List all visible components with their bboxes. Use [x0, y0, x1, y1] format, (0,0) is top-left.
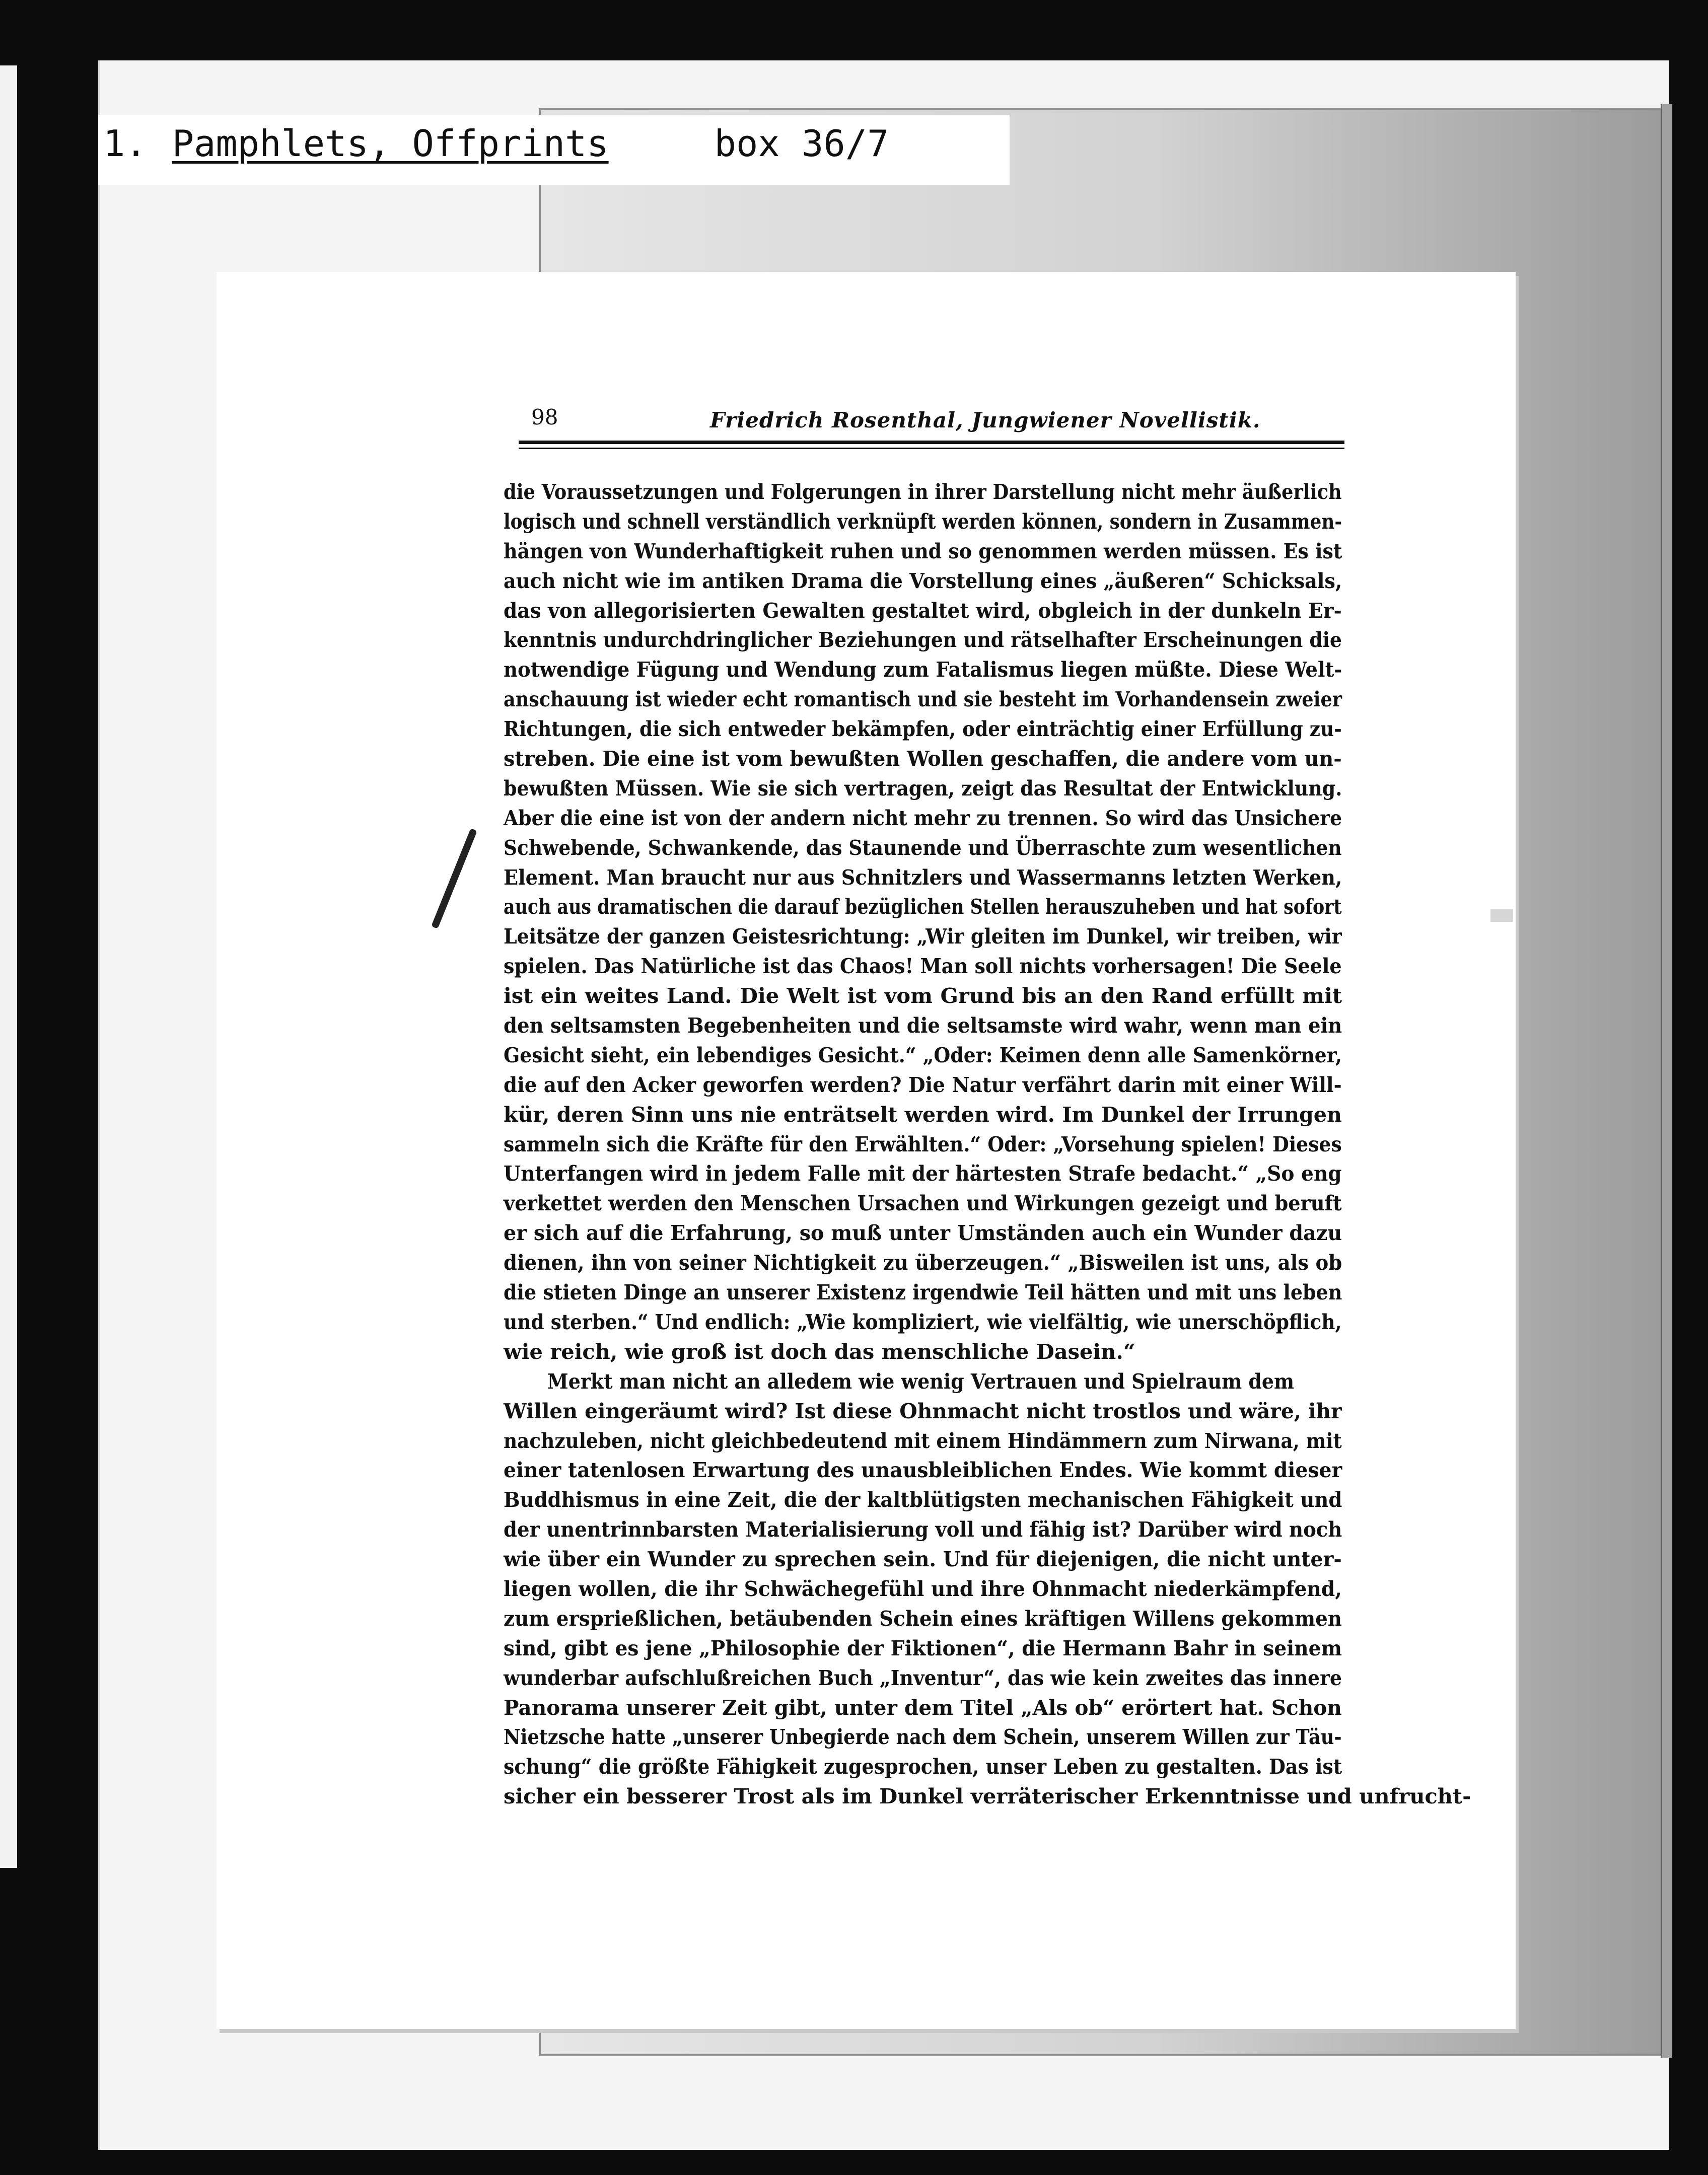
text-line: Aber die eine ist von der andern nicht mehr zu trennen. So wird das Unsichere: [504, 805, 1342, 830]
text-line: Richtungen, die sich entweder bekämpfen, oder einträchtig einer Erfüllung zu-: [504, 716, 1342, 742]
text-line: Merkt man nicht an alledem wie wenig Vertrauen und Spielraum dem: [547, 1368, 1295, 1394]
text-line: bewußten Müssen. Wie sie sich vertragen, zeigt das Resultat der Entwicklung.: [504, 775, 1342, 801]
text-line: Element. Man braucht nur aus Schnitzlers und Wassermanns letzten Werken,: [504, 864, 1342, 890]
text-line: schung“ die größte Fähigkeit zugesprochen, unser Leben zu gestalten. Das ist: [504, 1754, 1342, 1779]
header-rule-thick: [519, 441, 1344, 444]
text-line: sammeln sich die Kräfte für den Erwählten.“ Oder: „Vorsehung spielen! Dieses: [504, 1131, 1342, 1156]
text-line: die auf den Acker geworfen werden? Die Natur verfährt darin mit einer Will-: [504, 1072, 1342, 1097]
text-line: wie reich, wie groß ist doch das menschliche Dasein.“: [504, 1339, 1135, 1364]
text-line: anschauung ist wieder echt romantisch und sie besteht im Vorhandensein zweier: [504, 687, 1342, 712]
text-line: die stieten Dinge an unserer Existenz irgendwie Teil hätten und mit uns leben: [504, 1280, 1342, 1305]
body-text: [504, 477, 1471, 1811]
text-line: notwendige Fügung und Wendung zum Fatalismus liegen müßte. Diese Welt-: [504, 657, 1342, 682]
header-rule-thin: [519, 448, 1344, 449]
running-title: Friedrich Rosenthal, Jungwiener Novellistik.: [710, 408, 1261, 432]
text-line: einer tatenlosen Erwartung des unausbleiblichen Endes. Wie kommt dieser: [504, 1458, 1342, 1483]
text-line: verkettet werden den Menschen Ursachen und Wirkungen gezeigt und beruft: [504, 1191, 1342, 1216]
text-line: Schwebende, Schwankende, das Staunende und Überraschte zum wesentlichen: [504, 835, 1342, 860]
text-line: zum ersprießlichen, betäubenden Schein eines kräftigen Willens gekommen: [504, 1606, 1342, 1631]
text-line: Leitsätze der ganzen Geistesrichtung: „Wir gleiten im Dunkel, wir treiben, wir: [504, 924, 1342, 949]
text-line: Buddhismus in eine Zeit, die der kaltblütigsten mechanischen Fähigkeit und: [504, 1487, 1342, 1512]
text-line: dienen, ihn von seiner Nichtigkeit zu überzeugen.“ „Bisweilen ist uns, als ob: [504, 1250, 1342, 1275]
archive-label-number: 1.: [103, 122, 147, 165]
archive-label-box: box 36/7: [714, 122, 889, 165]
text-line: Nietzsche hatte „unserer Unbegierde nach dem Schein, unserem Willen zur Täu-: [504, 1724, 1342, 1750]
text-line: Panorama unserer Zeit gibt, unter dem Titel „Als ob“ erörtert hat. Schon: [504, 1695, 1342, 1720]
text-line: das von allegorisierten Gewalten gestaltet wird, obgleich in der dunkeln Er-: [504, 598, 1342, 623]
text-line: auch nicht wie im antiken Drama die Vorstellung eines „äußeren“ Schicksals,: [504, 568, 1342, 593]
text-line: kür, deren Sinn uns nie enträtselt werden wird. Im Dunkel der Irrungen: [504, 1102, 1342, 1127]
text-line: und sterben.“ Und endlich: „Wie kompliziert, wie vielfältig, wie unerschöpflich,: [504, 1309, 1342, 1334]
text-line: Unterfangen wird in jedem Falle mit der härtesten Strafe bedacht.“ „So eng: [504, 1161, 1342, 1186]
text-line: Willen eingeräumt wird? Ist diese Ohnmacht nicht trostlos und wäre, ihr: [504, 1398, 1342, 1423]
text-line: wie über ein Wunder zu sprechen sein. Und für diejenigen, die nicht unter-: [504, 1547, 1342, 1572]
text-line: der unentrinnbarsten Materialisierung voll und fähig ist? Darüber wird noch: [504, 1517, 1342, 1542]
running-header: [519, 403, 1344, 438]
page-tear: [1490, 909, 1513, 922]
text-line: ist ein weites Land. Die Welt ist vom Grund bis an den Rand erfüllt mit: [504, 983, 1342, 1008]
text-line: er sich auf die Erfahrung, so muß unter Umständen auch ein Wunder dazu: [504, 1220, 1342, 1246]
text-line: sind, gibt es jene „Philosophie der Fiktionen“, die Hermann Bahr in seinem: [504, 1635, 1342, 1660]
adjacent-page-edge: [0, 65, 17, 1868]
page-number: 98: [531, 405, 558, 429]
archive-label-title: Pamphlets, Offprints: [172, 122, 609, 165]
text-line: auch aus dramatischen die darauf bezüglichen Stellen herauszuheben und hat sofort: [504, 894, 1342, 919]
text-line: sicher ein besserer Trost als im Dunkel verräterischer Erkenntnisse und unfrucht-: [504, 1784, 1471, 1809]
text-line: liegen wollen, die ihr Schwächegefühl und ihre Ohnmacht niederkämpfend,: [504, 1576, 1342, 1601]
text-line: wunderbar aufschlußreichen Buch „Inventur“, das wie kein zweites das innere: [504, 1665, 1342, 1690]
text-line: spielen. Das Natürliche ist das Chaos! Man soll nichts vorhersagen! Die Seele: [504, 954, 1342, 979]
text-line: logisch und schnell verständlich verknüpft werden können, sondern in Zusammen-: [504, 509, 1342, 534]
text-line: kenntnis undurchdringlicher Beziehungen und rätselhafter Erscheinungen die: [504, 627, 1342, 652]
text-line: nachzuleben, nicht gleichbedeutend mit einem Hindämmern zum Nirwana, mit: [504, 1428, 1342, 1453]
text-line: den seltsamsten Begebenheiten und die seltsamste wird wahr, wenn man ein: [504, 1013, 1342, 1038]
text-line: streben. Die eine ist vom bewußten Wollen geschaffen, die andere vom un-: [504, 746, 1342, 771]
text-line: hängen von Wunderhaftigkeit ruhen und so genommen werden müssen. Es ist: [504, 538, 1342, 563]
text-line: Gesicht sieht, ein lebendiges Gesicht.“ „Oder: Keimen denn alle Samenkörner,: [504, 1042, 1342, 1067]
text-line: die Voraussetzungen und Folgerungen in ihrer Darstellung nicht mehr äußerlich: [504, 479, 1342, 504]
archive-label: [103, 121, 889, 166]
